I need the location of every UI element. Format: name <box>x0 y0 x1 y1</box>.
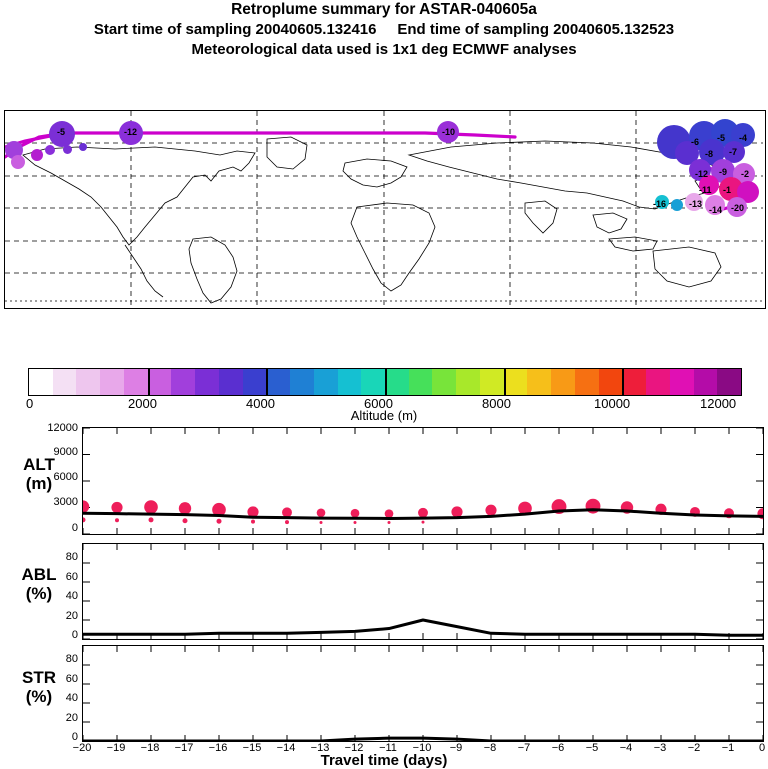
abl-plot-panel <box>82 543 764 640</box>
x-tick-label: −4 <box>619 742 633 754</box>
met-data-note: Meteorological data used is 1x1 deg ECMWF analyses <box>191 41 577 58</box>
abl-ytick: 60 <box>65 571 78 583</box>
abl-ytick: 80 <box>65 551 78 563</box>
x-tick-label: −5 <box>585 742 599 754</box>
x-tick-label: −3 <box>653 742 667 754</box>
retroplume-blob <box>671 199 683 211</box>
str-ytick: 20 <box>65 712 78 724</box>
colorbar-swatch <box>622 369 646 395</box>
x-tick-label: −6 <box>551 742 565 754</box>
alt-ytick: 0 <box>71 522 78 534</box>
str-label-line1: STR <box>22 668 56 687</box>
retroplume-blob-label: -5 <box>717 133 726 143</box>
colorbar-tick-mark <box>504 369 506 395</box>
retroplume-blob-label: -13 <box>689 199 703 209</box>
abl-label-line2: (%) <box>25 584 53 603</box>
colorbar-tick: 12000 <box>700 396 737 411</box>
colorbar-swatch <box>124 369 148 395</box>
colorbar-swatch <box>527 369 551 395</box>
x-tick-label: −20 <box>72 742 92 754</box>
retroplume-blob-label: -1 <box>723 185 732 195</box>
retroplume-blob <box>31 149 43 161</box>
retroplume-blob-label: -10 <box>442 127 456 137</box>
x-tick-label: −16 <box>208 742 228 754</box>
colorbar-swatch <box>599 369 623 395</box>
x-tick-label: −14 <box>276 742 296 754</box>
colorbar-tick-mark <box>148 369 150 395</box>
colorbar-swatch <box>195 369 219 395</box>
colorbar-swatch <box>456 369 480 395</box>
colorbar-swatch <box>338 369 362 395</box>
x-tick-label: −17 <box>174 742 194 754</box>
str-label-line2: (%) <box>25 687 53 706</box>
str-ytick: 80 <box>65 653 78 665</box>
retroplume-blob-label: -16 <box>653 199 667 209</box>
colorbar-tick-mark <box>385 369 387 395</box>
x-tick-label: −7 <box>517 742 531 754</box>
alt-plot-panel <box>82 427 764 535</box>
colorbar-swatch <box>504 369 528 395</box>
str-ytick: 0 <box>71 731 78 743</box>
colorbar-swatch <box>575 369 599 395</box>
str-plot-panel <box>82 645 764 742</box>
retroplume-blob-label: -11 <box>699 185 712 195</box>
colorbar-tick: 4000 <box>246 396 275 411</box>
colorbar-swatch <box>53 369 77 395</box>
retroplume-blob-label: -7 <box>729 147 738 157</box>
colorbar-swatch <box>432 369 456 395</box>
world-map-panel <box>4 110 766 309</box>
x-tick-label: −2 <box>687 742 701 754</box>
colorbar-tick: 0 <box>26 396 34 411</box>
colorbar-swatch <box>361 369 385 395</box>
colorbar-title: Altitude (m) <box>350 408 418 423</box>
alt-ytick: 3000 <box>53 496 78 508</box>
x-tick-label: −10 <box>412 742 432 754</box>
retroplume-blob <box>79 143 87 151</box>
alt-ytick: 6000 <box>53 471 78 483</box>
retroplume-blob-label: -5 <box>57 127 66 137</box>
str-ytick: 40 <box>65 692 78 704</box>
x-tick-label: −9 <box>449 742 463 754</box>
retroplume-blob-label: -12 <box>695 169 709 179</box>
retroplume-blob <box>45 145 55 155</box>
abl-ytick: 40 <box>65 590 78 602</box>
abl-ytick: 20 <box>65 610 78 622</box>
x-tick-label: −19 <box>106 742 126 754</box>
figure-title-block <box>0 0 768 60</box>
colorbar-tick-mark <box>622 369 624 395</box>
alt-plot-svg <box>83 428 763 534</box>
retroplume-blob <box>63 145 72 154</box>
x-tick-label: 0 <box>758 742 766 754</box>
retroplume-blob-label: -2 <box>741 169 750 179</box>
colorbar-swatch <box>646 369 670 395</box>
abl-ytick: 0 <box>71 629 78 641</box>
colorbar-swatch <box>76 369 100 395</box>
str-plot-svg <box>83 646 763 741</box>
colorbar-swatch <box>171 369 195 395</box>
colorbar-swatch <box>219 369 243 395</box>
alt-ytick: 9000 <box>53 446 78 458</box>
figure-title: Retroplume summary for ASTAR-040605a <box>231 1 537 18</box>
colorbar-swatch <box>148 369 172 395</box>
sampling-times: Start time of sampling 20040605.132416 End time of sampling 20040605.132523 <box>93 21 675 38</box>
colorbar-tick: 10000 <box>594 396 631 411</box>
abl-label-line1: ABL <box>21 565 57 584</box>
map-graticule-and-coastlines <box>5 111 763 306</box>
altitude-colorbar <box>28 368 742 396</box>
x-tick-label: −18 <box>140 742 160 754</box>
x-axis-title: Travel time (days) <box>320 752 448 769</box>
colorbar-swatch <box>551 369 575 395</box>
colorbar-tick: 8000 <box>482 396 511 411</box>
alt-ytick: 12000 <box>47 422 78 434</box>
retroplume-blob-label: -20 <box>731 203 745 213</box>
colorbar-swatch <box>385 369 409 395</box>
colorbar-swatch <box>290 369 314 395</box>
abl-plot-svg <box>83 544 763 639</box>
colorbar-tick-mark <box>266 369 268 395</box>
retroplume-blob-label: -6 <box>691 137 700 147</box>
x-tick-label: −1 <box>721 742 735 754</box>
colorbar-swatch <box>717 369 741 395</box>
retroplume-blob-label: -14 <box>709 205 723 215</box>
alt-label-line2: (m) <box>25 474 53 493</box>
colorbar-swatch <box>480 369 504 395</box>
colorbar-swatch <box>100 369 124 395</box>
colorbar-tick: 2000 <box>128 396 157 411</box>
colorbar-swatch <box>266 369 290 395</box>
colorbar-swatch <box>694 369 718 395</box>
retroplume-blob-label: -8 <box>705 149 714 159</box>
retroplume-blob-label: -4 <box>739 133 748 143</box>
colorbar-tick: 6000 <box>364 396 393 411</box>
alt-label-line1: ALT <box>23 455 55 474</box>
colorbar-swatch <box>409 369 433 395</box>
x-tick-label: −12 <box>344 742 364 754</box>
retroplume-blob <box>11 155 25 169</box>
colorbar-swatch <box>314 369 338 395</box>
x-tick-label: −11 <box>379 742 397 754</box>
x-tick-label: −13 <box>310 742 330 754</box>
retroplume-blob-label: -9 <box>719 167 728 177</box>
x-tick-label: −8 <box>483 742 497 754</box>
str-ytick: 60 <box>65 673 78 685</box>
x-tick-label: −15 <box>242 742 262 754</box>
colorbar-swatch <box>29 369 53 395</box>
colorbar-swatch <box>670 369 694 395</box>
colorbar-swatch <box>243 369 267 395</box>
retroplume-blob-label: -12 <box>124 127 138 137</box>
